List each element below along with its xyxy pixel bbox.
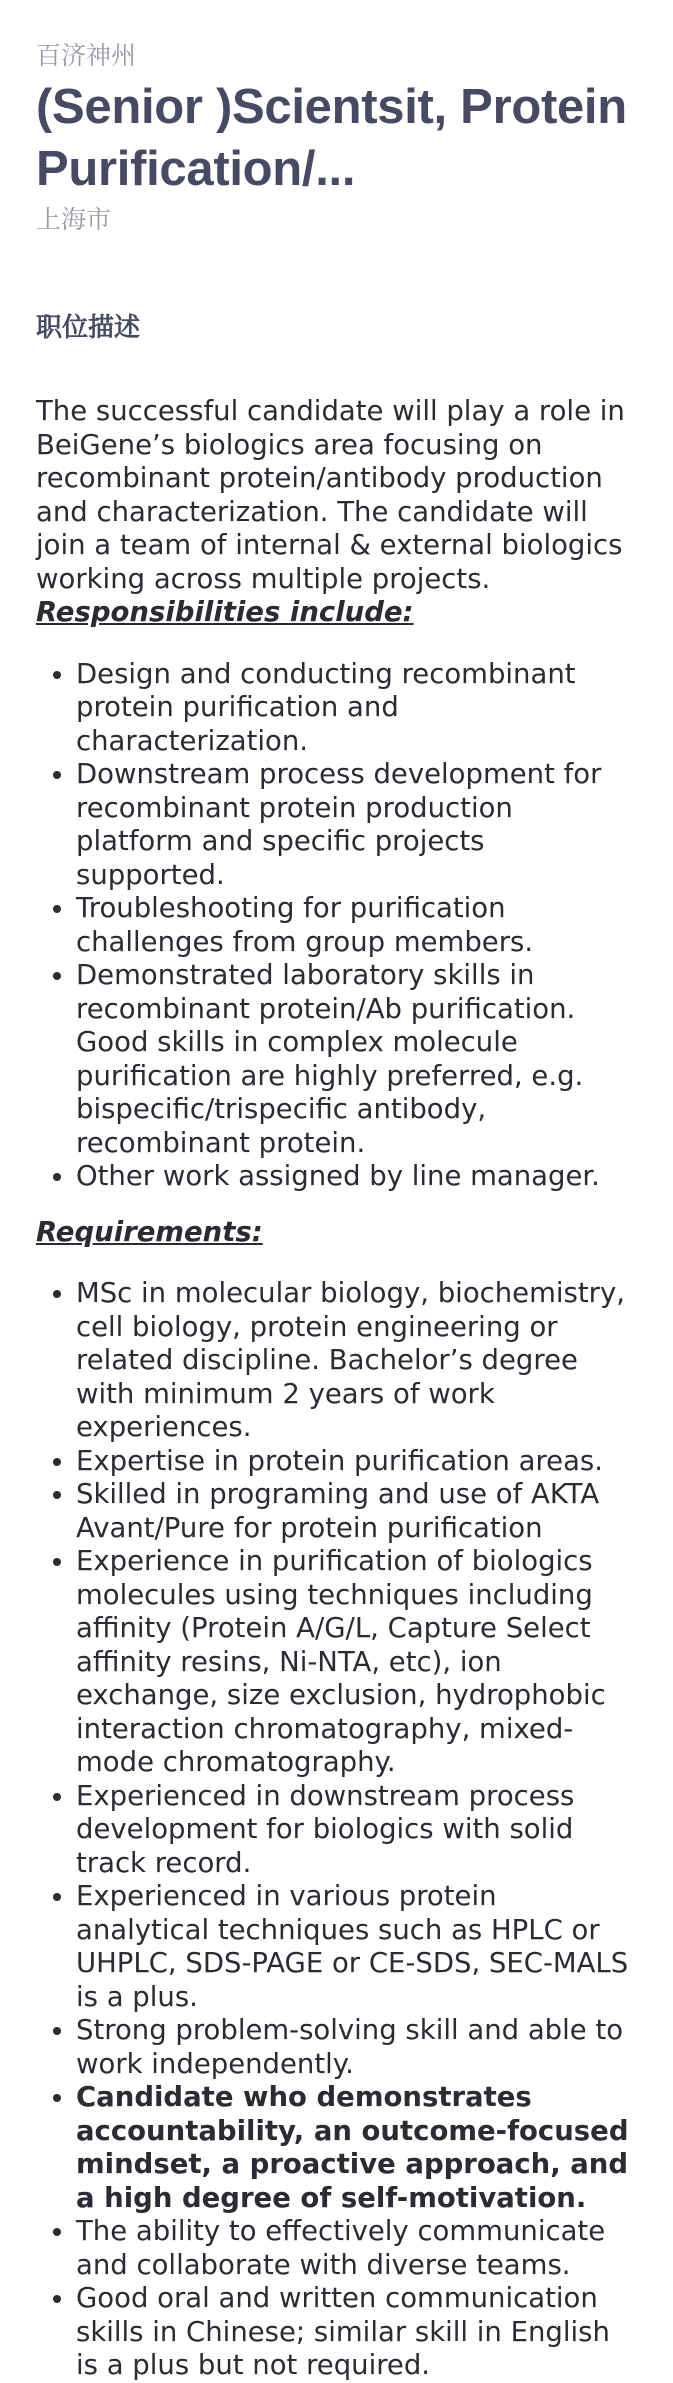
responsibilities-heading: Responsibilities include: xyxy=(36,596,414,628)
description-intro: The successful candidate will play a role in BeiGene’s biologics area focusing on recombinant protein/antibody production and characterization. The candidate will join a team of internal & external biologics working across multiple projects. xyxy=(36,395,625,595)
list-item: • Downstream process development for recombinant protein production platform and specific projects supported. xyxy=(76,758,637,892)
job-location: 上海市 xyxy=(36,205,112,234)
list-item: • MSc in molecular biology, biochemistry, cell biology, protein engineering or related discipline. Bachelor’s degree with minimum 2 years of work experiences. xyxy=(76,1277,637,1445)
list-item: • Skilled in programing and use of AKTA Avant/Pure for protein purification xyxy=(76,1478,637,1545)
company-name: 百济神州 xyxy=(36,41,137,70)
list-item: • Demonstrated laboratory skills in recombinant protein/Ab purification. Good skills in complex molecule purification are highly preferred, e.g. bispecific/trispecific antibody, recombinant protein. xyxy=(76,959,637,1160)
list-item: • Design and conducting recombinant protein purification and characterization. xyxy=(76,658,637,759)
requirements-list xyxy=(36,1277,637,2383)
list-item: • Other work assigned by line manager. xyxy=(76,1160,637,1194)
responsibilities-list xyxy=(36,658,637,1194)
description-heading: 职位描述 xyxy=(36,313,141,343)
list-item: • The ability to effectively communicate and collaborate with diverse teams. xyxy=(76,2215,637,2282)
list-item: • Experienced in downstream process development for biologics with solid track record. xyxy=(76,1780,637,1881)
list-item: • Troubleshooting for purification challenges from group members. xyxy=(76,892,637,959)
list-item: • Experience in purification of biologics molecules using techniques including affinity (Protein A/G/L, Capture Select affinity resins, Ni-NTA, etc), ion exchange, size exclusion, hydrophobic interaction chromatography, mixed-mode chromatography. xyxy=(76,1545,637,1780)
list-item: • Expertise in protein purification areas. xyxy=(76,1445,637,1479)
list-item: • Strong problem-solving skill and able to work independently. xyxy=(76,2014,637,2081)
list-item: • Candidate who demonstrates accountability, an outcome-focused mindset, a proactive approach, and a high degree of self-motivation. xyxy=(76,2081,637,2215)
list-item: • Experienced in various protein analytical techniques such as HPLC or UHPLC, SDS-PAGE or CE-SDS, SEC-MALS is a plus. xyxy=(76,1880,637,2014)
list-item: • Good oral and written communication skills in Chinese; similar skill in English is a plus but not required. xyxy=(76,2282,637,2383)
job-title: (Senior )Scientsit, Protein Purification/... xyxy=(36,80,627,196)
requirements-heading: Requirements: xyxy=(36,1215,263,1248)
